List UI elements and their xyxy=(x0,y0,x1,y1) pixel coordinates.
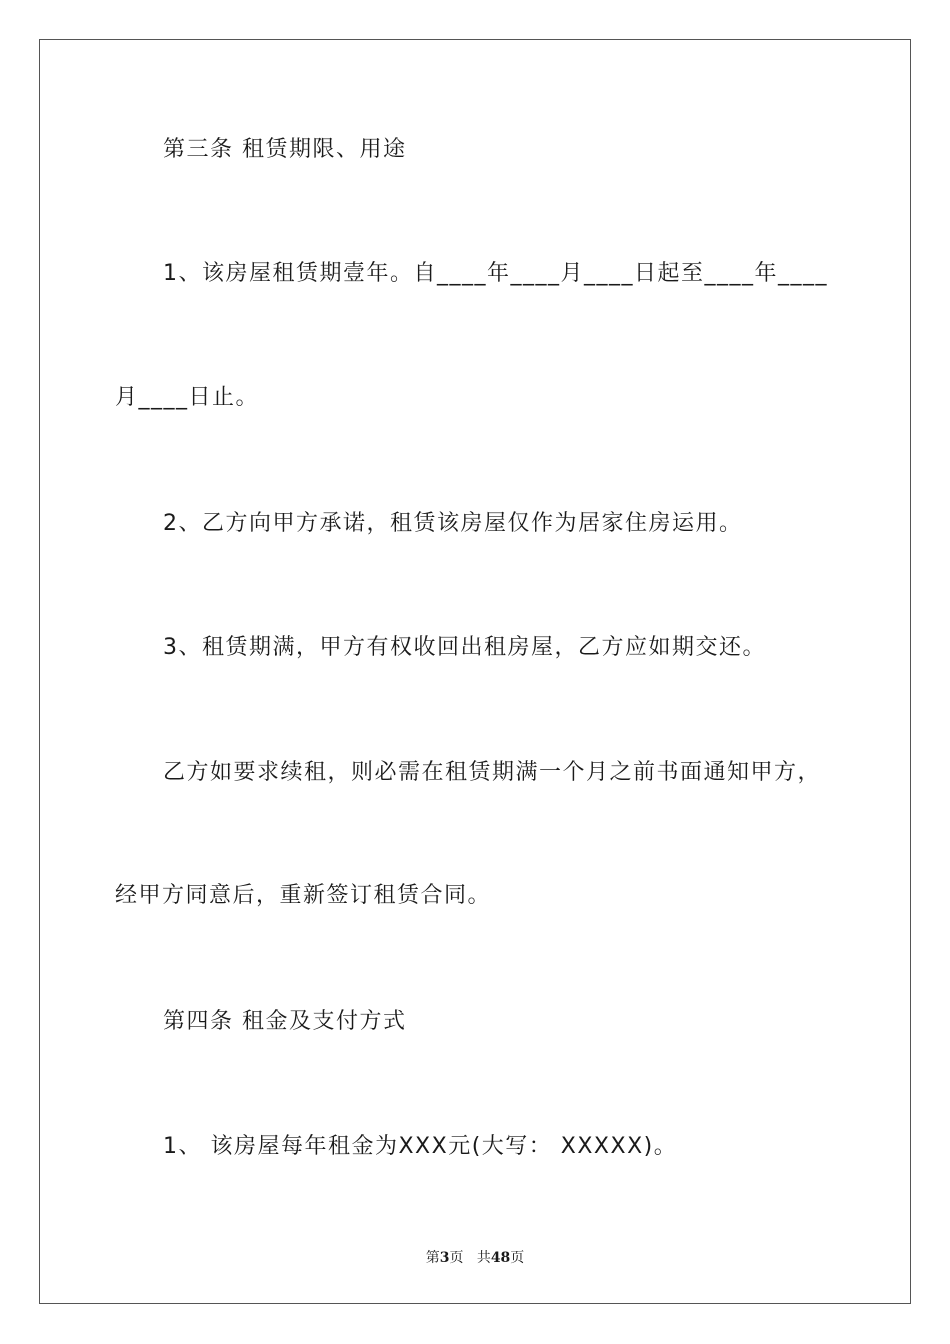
footer-total-suffix: 页 xyxy=(510,1250,525,1266)
page-footer xyxy=(0,1249,950,1267)
page-border xyxy=(39,39,911,1304)
footer-total-prefix: 共 xyxy=(476,1250,491,1266)
paragraph-line: 3、租赁期满，甲方有权收回出租房屋，乙方应如期交还。 xyxy=(163,635,766,660)
footer-page-number: 3 xyxy=(439,1250,450,1266)
paragraph-line: 1、 该房屋每年租金为XXX元(大写： XXXXX)。 xyxy=(163,1134,678,1159)
footer-total-pages: 48 xyxy=(490,1250,511,1266)
paragraph-line: 乙方如要求续租，则必需在租赁期满一个月之前书面通知甲方， xyxy=(163,760,822,785)
footer-prefix: 第 xyxy=(425,1250,440,1266)
footer-page-suffix: 页 xyxy=(449,1250,464,1266)
paragraph-line: 1、该房屋租赁期壹年。自____年____月____日起至____年____ xyxy=(163,261,828,286)
paragraph-line: 经甲方同意后，重新签订租赁合同。 xyxy=(115,883,492,908)
section-heading-3: 第三条 租赁期限、用途 xyxy=(163,137,407,162)
paragraph-line: 月____日止。 xyxy=(115,385,260,410)
paragraph-line: 2、乙方向甲方承诺，租赁该房屋仅作为居家住房运用。 xyxy=(163,511,743,536)
section-heading-4: 第四条 租金及支付方式 xyxy=(163,1009,407,1034)
